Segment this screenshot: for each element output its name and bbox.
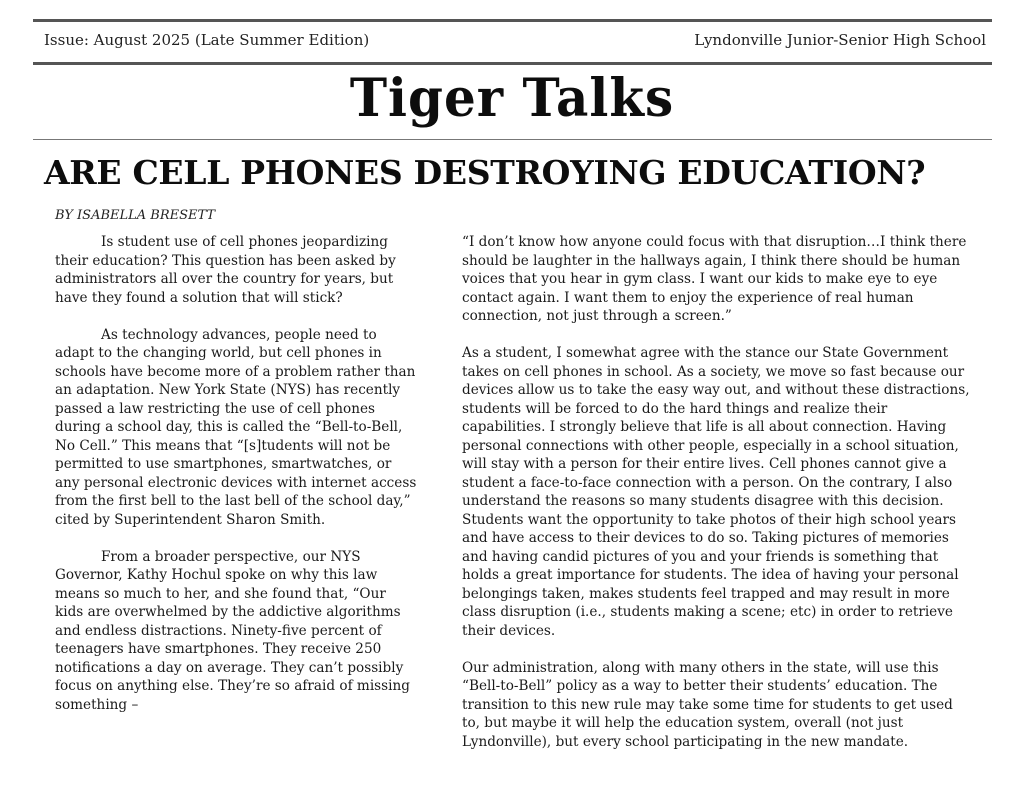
article-right-column — [462, 233, 972, 770]
paragraph: As a student, I somewhat agree with the stance our State Government takes on cell phones in school. As a society, we move so fast because our devices allow us to take the easy way out, and without these distractions, students will be forced to do the hard things and realize their capabilities. I strongly believe that life is all about connection. Having personal connections with other people, especially in a school situation, will stay with a person for their entire lives. Cell phones cannot give a student a face-to-face connection with a person. On the contrary, I also understand the reasons so many students disagree with this decision. Students want the opportunity to take photos of their high school years and have access to their devices to do so. Taking pictures of memories and having candid pictures of you and your friends is something that holds a great importance for students. The idea of having your personal belongings taken, makes students feel trapped and may result in more class disruption (i.e., students making a scene; etc) in order to retrieve their devices. — [462, 345, 970, 639]
masthead-title: Tiger Talks — [349, 66, 675, 129]
paragraph: Is student use of cell phones jeopardizing their education? This question has been asked by administrators all over the country for years, but have they found a solution that will stick? — [55, 234, 396, 306]
top-rule — [33, 19, 992, 22]
issue-header — [44, 31, 986, 49]
paragraph: Our administration, along with many others in the state, will use this “Bell-to-Bell” policy as a way to better their students’ education. The transition to this new rule may take some time for students to get used to, but maybe it will help the education system, overall (not just Lyndonville), but every school participating in the new mandate. — [462, 659, 953, 750]
paragraph: From a broader perspective, our NYS Governor, Kathy Hochul spoke on why this law means so much to her, and she found that, “Our kids are overwhelmed by the addictive algorithms and endless distractions. Ninety-five percent of teenagers have smartphones. They receive 250 notifications a day on average. They can’t possibly focus on anything else. They’re so afraid of missing something – — [55, 548, 410, 713]
header-rule — [33, 62, 992, 65]
article-left-column — [55, 233, 417, 733]
article-headline: ARE CELL PHONES DESTROYING EDUCATION? — [44, 153, 926, 192]
article-byline: BY ISABELLA BRESETT — [55, 208, 216, 223]
paragraph: “I don’t know how anyone could focus with that disruption…I think there should be laughter in the hallways again, I think there should be human voices that you hear in gym class. I want our kids to make eye to eye contact again. I want them to enjoy the experience of real human connection, not just through a screen.” — [462, 234, 967, 324]
paragraph: As technology advances, people need to adapt to the changing world, but cell phones in schools have become more of a problem rather than an adaptation. New York State (NYS) has recently passed a law restricting the use of cell phones during a school day, this is called the “Bell-to-Bell, No Cell.” This means that “[s]tudents will not be permitted to use smartphones, smartwatches, or any personal electronic devices with internet access from the first bell to the last bell of the school day,” cited by Superintendent Sharon Smith. — [55, 326, 417, 528]
school-name: Lyndonville Junior-Senior High School — [694, 31, 986, 49]
masthead-rule — [33, 139, 992, 140]
issue-date: Issue: August 2025 (Late Summer Edition) — [44, 31, 370, 49]
